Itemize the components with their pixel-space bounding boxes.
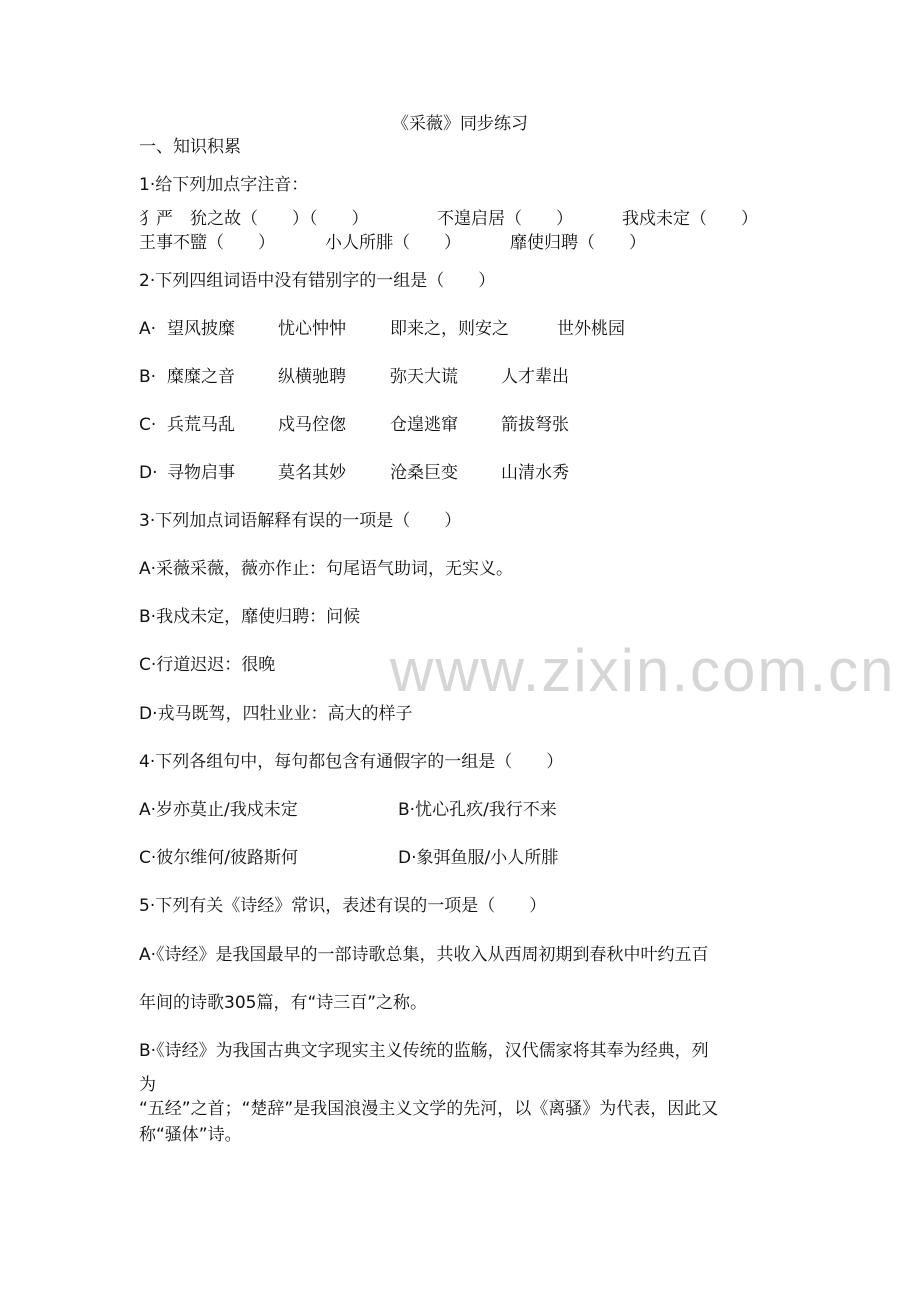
q5-option-a-line: 年间的诗歌305篇，有“诗三百”之称。 (139, 993, 428, 1013)
option-term: 沧桑巨变 (390, 463, 458, 483)
q5-option-b-line: 称“骚体”诗。 (139, 1125, 242, 1145)
q1-item: 小人所腓（ ） (325, 233, 461, 253)
q5-option-b-line: B·《诗经》为我国古典文字现实主义传统的监觞，汉代儒家将其奉为经典，列 (139, 1041, 709, 1061)
q4-stem: 4·下列各组句中，每句都包含有通假字的一组是（ ） (139, 752, 564, 772)
option-term: 戍马倥偬 (278, 415, 346, 435)
q5-stem: 5·下列有关《诗经》常识，表述有误的一项是（ ） (139, 896, 547, 916)
q4-option-b: B·忧心孔疚/我行不来 (398, 800, 557, 820)
q5-option-b-line: “五经”之首；“楚辞”是我国浪漫主义文学的先河，以《离骚》为代表，因此又 (139, 1099, 719, 1119)
q5-option-b-line: 为 (139, 1075, 156, 1095)
q1-stem: 1·给下列加点字注音： (139, 175, 309, 195)
option-term: 人才辈出 (501, 367, 569, 387)
q1-item: 不遑启居（ ） (437, 209, 573, 229)
q5-option-a-line: A·《诗经》是我国最早的一部诗歌总集，共收入从西周初期到春秋中叶约五百 (139, 945, 709, 965)
q1-item: 犭严 狁之故（ ）（ ） (139, 209, 369, 229)
option-label: D· (139, 463, 158, 483)
q3-option-c: C·行道迟迟：很晚 (139, 655, 276, 675)
option-term: 仓遑逃窜 (390, 415, 458, 435)
q3-option-d: D·戎马既驾，四牡业业：高大的样子 (139, 704, 413, 724)
option-term: 兵荒马乱 (167, 415, 235, 435)
option-term: 弥天大谎 (390, 367, 458, 387)
option-term: 莫名其妙 (278, 463, 346, 483)
option-term: 糜糜之音 (167, 367, 235, 387)
option-term: 纵横驰聘 (278, 367, 346, 387)
q1-item: 王事不盬（ ） (139, 233, 275, 253)
option-label: B· (139, 367, 157, 387)
option-label: A· (139, 319, 157, 339)
option-term: 寻物启事 (167, 463, 235, 483)
q4-option-a: A·岁亦莫止/我戍未定 (139, 800, 298, 820)
watermark: www.zixin.com.cn (390, 637, 896, 704)
page-title: 《采薇》同步练习 (392, 114, 528, 134)
option-label: C· (139, 415, 157, 435)
option-term: 世外桃园 (557, 319, 625, 339)
option-term: 望风披糜 (167, 319, 235, 339)
option-term: 即来之，则安之 (390, 319, 509, 339)
q1-item: 我戍未定（ ） (622, 209, 758, 229)
option-term: 忧心忡忡 (278, 319, 346, 339)
q3-option-a: A·采薇采薇，薇亦作止：句尾语气助词，无实义。 (139, 559, 514, 579)
section-heading: 一、知识积累 (139, 137, 241, 157)
q3-stem: 3·下列加点词语解释有误的一项是（ ） (139, 511, 462, 531)
q2-stem: 2·下列四组词语中没有错别字的一组是（ ） (139, 271, 496, 291)
q4-option-d: D·象弭鱼服/小人所腓 (398, 848, 559, 868)
q4-option-c: C·彼尔维何/彼路斯何 (139, 848, 299, 868)
option-term: 山清水秀 (501, 463, 569, 483)
option-term: 箭拔弩张 (501, 415, 569, 435)
q1-item: 靡使归聘（ ） (510, 233, 646, 253)
q3-option-b: B·我戍未定，靡使归聘：问候 (139, 607, 361, 627)
